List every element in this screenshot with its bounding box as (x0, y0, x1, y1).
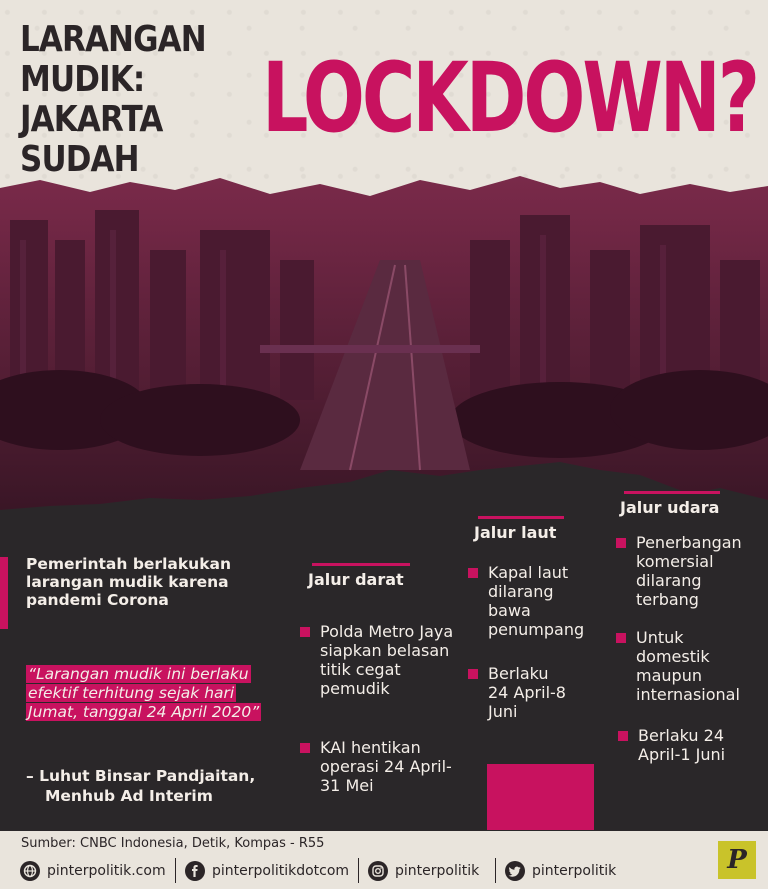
pinterpolitik-logo: P (718, 841, 756, 879)
bullet-square-icon (616, 538, 626, 548)
udara-item-2-text: Untuk domestik maupun internasional (636, 628, 740, 704)
bullet-square-icon (618, 731, 628, 741)
darat-item-1-text: Polda Metro Jaya siapkan belasan titik cegat pemudik (320, 622, 454, 698)
instagram-icon (368, 861, 388, 881)
source-text: Sumber: CNBC Indonesia, Detik, Kompas - R55 (21, 836, 325, 851)
social-instagram-label: pinterpolitik (395, 863, 480, 879)
globe-icon (20, 861, 40, 881)
column-title-udara-label: Jalur udara (620, 498, 720, 517)
social-twitter[interactable] (505, 860, 616, 882)
facebook-icon (185, 861, 205, 881)
social-instagram[interactable] (368, 860, 479, 882)
column-title-laut-label: Jalur laut (474, 523, 557, 542)
title-line-3: JAKARTA SUDAH (20, 99, 163, 180)
footer-divider (358, 858, 359, 883)
udara-item-1-text: Penerbangan komersial dilarang terbang (636, 533, 742, 609)
social-facebook-label: pinterpolitikdotcom (212, 863, 350, 879)
quote-block (26, 665, 266, 722)
intro-text: Pemerintah berlakukan larangan mudik karena pandemi Corona (26, 555, 231, 609)
bullet-square-icon (468, 568, 478, 578)
social-website[interactable] (20, 860, 166, 882)
column-title-darat-label: Jalur darat (308, 570, 404, 589)
bullet-square-icon (468, 669, 478, 679)
laut-item-1 (488, 563, 588, 639)
footer-divider (175, 858, 176, 883)
column-title-underline (312, 563, 410, 566)
decorative-pink-block (487, 764, 594, 830)
column-title-underline (478, 516, 564, 519)
laut-item-2-text: Berlaku 24 April-8 Juni (488, 664, 566, 721)
bullet-square-icon (300, 743, 310, 753)
bullet-square-icon (300, 627, 310, 637)
laut-item-2 (488, 664, 568, 721)
column-title-underline (624, 491, 720, 494)
laut-item-1-text: Kapal laut dilarang bawa penumpang (488, 563, 585, 639)
udara-item-3-text: Berlaku 24 April-1 Juni (638, 726, 726, 764)
column-title-darat (308, 570, 404, 589)
quote-text: “Larangan mudik ini berlaku efektif terhitung sejak hari Jumat, tanggal 24 April 2020” (28, 665, 260, 721)
author-role: Menhub Ad Interim (45, 787, 213, 805)
darat-item-2-text: KAI hentikan operasi 24 April-31 Mei (320, 738, 452, 795)
city-photo (0, 170, 768, 515)
social-facebook[interactable] (185, 860, 349, 882)
darat-item-2 (320, 738, 470, 795)
bullet-square-icon (616, 633, 626, 643)
udara-item-1 (636, 533, 761, 609)
column-title-laut (474, 523, 556, 542)
quote-author (26, 766, 286, 806)
social-website-label: pinterpolitik.com (47, 863, 166, 879)
title-lockdown: LOCKDOWN? (262, 42, 758, 154)
intro-accent-bar (0, 557, 8, 629)
title-line-1: LARANGAN (20, 19, 206, 60)
author-name: – Luhut Binsar Pandjaitan, (26, 767, 256, 785)
social-twitter-label: pinterpolitik (532, 863, 617, 879)
title-line-2: MUDIK: (20, 59, 145, 100)
darat-item-1 (320, 622, 460, 698)
title-small (20, 20, 244, 180)
udara-item-3 (638, 726, 728, 764)
udara-item-2 (636, 628, 761, 704)
twitter-icon (505, 861, 525, 881)
column-title-udara (620, 498, 719, 517)
footer-divider (495, 858, 496, 883)
